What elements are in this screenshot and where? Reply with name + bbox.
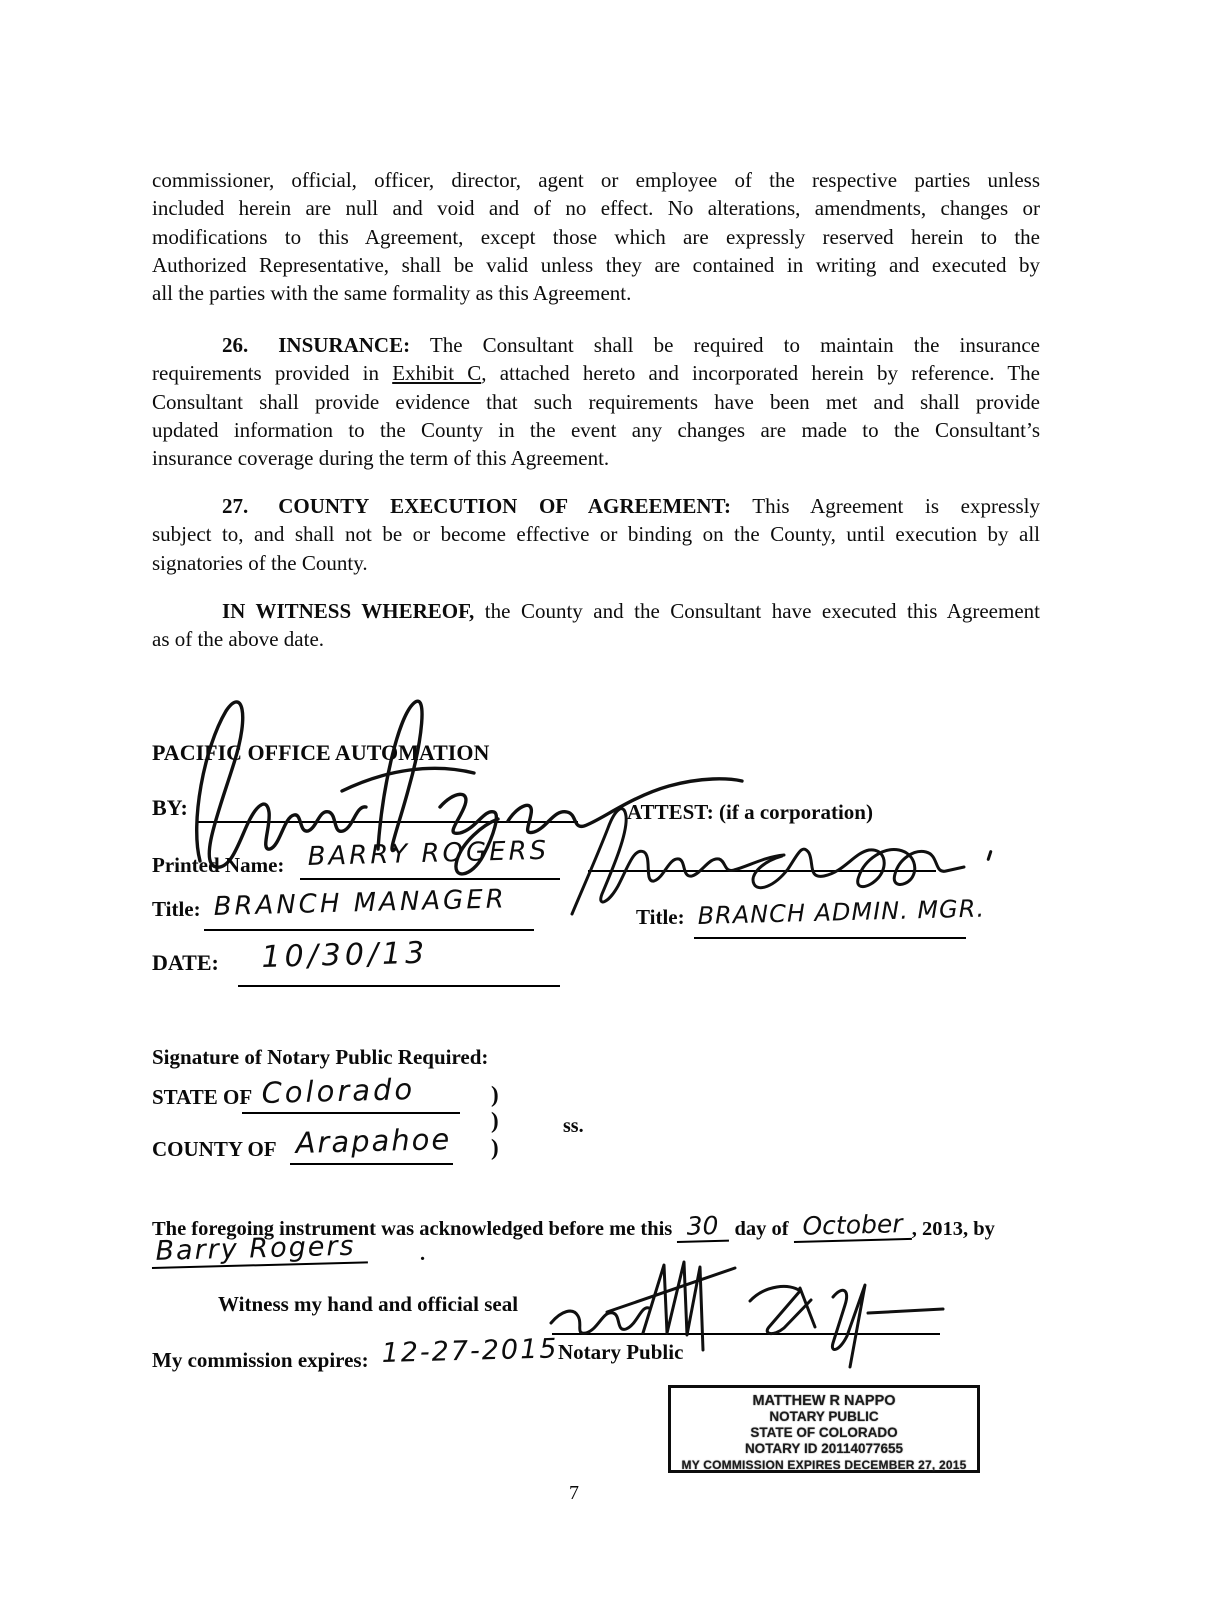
- attest-signature-line: [588, 870, 936, 872]
- section-26-insurance: [152, 331, 1040, 472]
- text-line: 26. INSURANCE: The Consultant shall be required to maintain the insurance: [222, 333, 1041, 357]
- text-line: subject to, and shall not be or become effective or binding on the County, until execution by all: [152, 522, 1040, 547]
- stamp-expiry: MY COMMISSION EXPIRES DECEMBER 27, 2015: [681, 1458, 967, 1472]
- notary-public-label: Notary Public: [558, 1340, 684, 1364]
- section-27-county-execution: [152, 492, 1040, 577]
- ack-month-value: October: [793, 1209, 912, 1243]
- ack-period: .: [420, 1243, 426, 1265]
- printed-name-value: BARRY ROGERS: [307, 835, 550, 872]
- text-line: updated information to the County in the event any changes are made to the Consultant’s: [152, 417, 1040, 442]
- witness-lead: IN WITNESS WHEREOF,: [222, 599, 475, 623]
- notary-heading: Signature of Notary Public Required:: [152, 1045, 489, 1069]
- text-line: Consultant shall provide evidence that such requirements have been met and shall provide: [152, 389, 1040, 414]
- ss-label: ss.: [563, 1115, 584, 1137]
- printed-name-label: Printed Name:: [152, 853, 285, 877]
- stamp-title: NOTARY PUBLIC: [769, 1409, 879, 1424]
- text-line: as of the above date.: [152, 627, 325, 652]
- page-number: 7: [569, 1482, 579, 1504]
- acknowledgment-name-row: [152, 1230, 426, 1269]
- text-line: 27. COUNTY EXECUTION OF AGREEMENT: This Agreement is expressly: [222, 494, 1040, 518]
- attest-title-value: BRANCH ADMIN. MGR.: [697, 894, 986, 930]
- by-signature-line: [196, 821, 578, 823]
- text-line: signatories of the County.: [152, 550, 368, 575]
- attest-title-label: Title:: [636, 905, 685, 929]
- printed-name-line: [300, 878, 560, 880]
- text-line: insurance coverage during the term of this Agreement.: [152, 446, 610, 471]
- date-line: [238, 985, 560, 987]
- paren-2: ): [491, 1108, 499, 1133]
- stamp-id: NOTARY ID 20114077655: [744, 1441, 904, 1456]
- title-label: Title:: [152, 897, 201, 921]
- state-line: [242, 1112, 460, 1114]
- paragraph-continuation: [152, 166, 1040, 307]
- stamp-name: MATTHEW R NAPPO: [752, 1393, 896, 1409]
- date-value: 10/30/13: [261, 935, 429, 975]
- text-line: commissioner, official, officer, director, agent or employee of the respective parties unless: [152, 168, 1040, 192]
- company-name: PACIFIC OFFICE AUTOMATION: [152, 740, 490, 765]
- text-line: modifications to this Agreement, except those which are expressly reserved herein to the: [152, 224, 1040, 249]
- county-value: Arapahoe: [295, 1121, 452, 1160]
- attest-title-line: [694, 937, 966, 939]
- text-line: Authorized Representative, shall be valid unless they are contained in writing and executed by: [152, 252, 1040, 277]
- commission-expires-value: 12-27-2015: [381, 1333, 559, 1369]
- text-line: requirements provided in Exhibit C, attached hereto and incorporated herein by reference. The: [152, 361, 1041, 386]
- notary-signature-line: [552, 1333, 940, 1335]
- date-label: DATE:: [152, 950, 219, 975]
- county-of-label: COUNTY OF: [152, 1137, 277, 1161]
- stamp-state: STATE OF COLORADO: [750, 1425, 898, 1440]
- state-of-label: STATE OF: [152, 1085, 253, 1109]
- text-line: IN WITNESS WHEREOF, the County and the Consultant have executed this Agreement: [222, 599, 1040, 623]
- in-witness-whereof: [152, 597, 1040, 654]
- ack-day-value: 30: [677, 1211, 730, 1243]
- title-line: [204, 929, 534, 931]
- attest-label: ATTEST: (if a corporation): [627, 800, 873, 824]
- title-value: BRANCH MANAGER: [213, 884, 508, 922]
- state-value: Colorado: [261, 1071, 416, 1110]
- text-line: included herein are null and void and of no effect. No alterations, amendments, changes or: [152, 196, 1040, 221]
- by-label: BY:: [152, 795, 188, 820]
- witness-seal-text: Witness my hand and official seal: [218, 1292, 519, 1316]
- county-line: [290, 1163, 453, 1165]
- section-number: 27.: [222, 494, 249, 518]
- ack-name-value: Barry Rogers: [151, 1230, 368, 1269]
- notary-stamp: [668, 1385, 980, 1473]
- text-line: all the parties with the same formality as this Agreement.: [152, 281, 632, 306]
- commission-expires-label: My commission expires:: [152, 1348, 369, 1372]
- paren-3: ): [491, 1135, 499, 1160]
- acknowledgment-line: The foregoing instrument was acknowledged before me this 30 day of October , 2013, by: [152, 1212, 995, 1243]
- section-number: 26.: [222, 333, 249, 357]
- paren-1: ): [491, 1082, 499, 1107]
- exhibit-c-reference: Exhibit C: [392, 361, 482, 386]
- ink-tick-mark: [986, 850, 992, 861]
- section-title: INSURANCE:: [278, 333, 411, 357]
- section-title: COUNTY EXECUTION OF AGREEMENT:: [278, 494, 731, 518]
